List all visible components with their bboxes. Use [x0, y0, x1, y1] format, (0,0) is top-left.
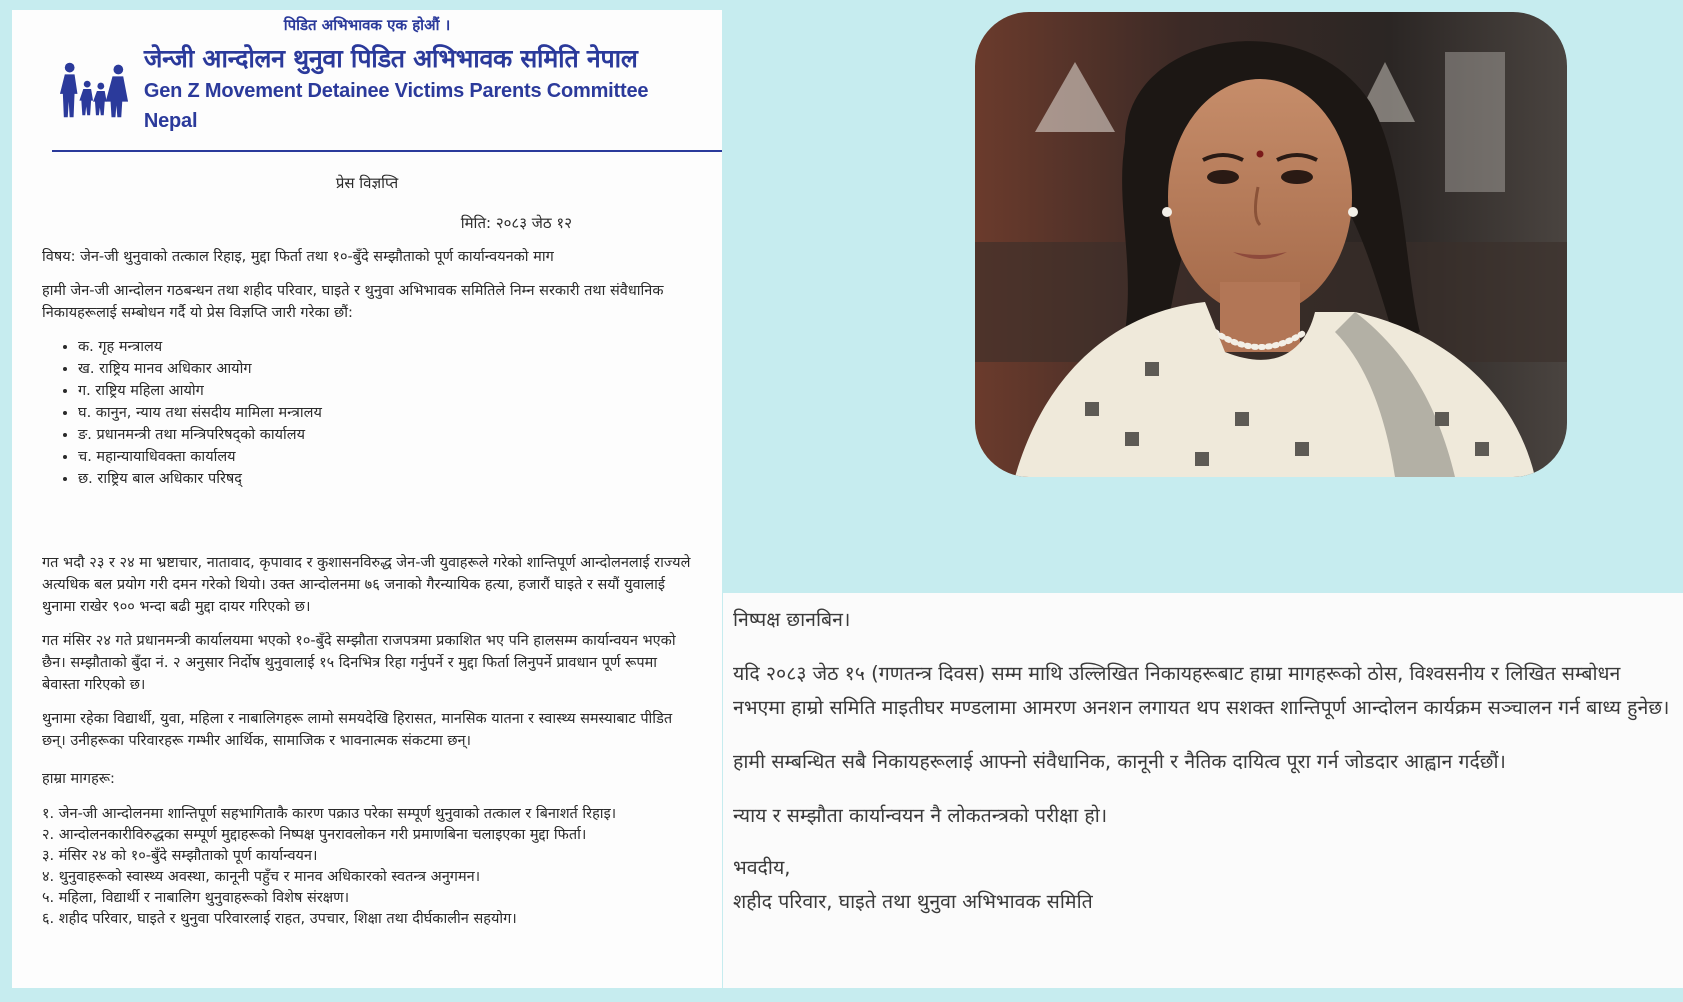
- office-item: • ग. राष्ट्रिय महिला आयोग: [78, 380, 692, 402]
- date-line: मिति: २०८३ जेठ १२: [460, 214, 572, 232]
- office-item: • घ. कानुन, न्याय तथा संसदीय मामिला मन्त्रालय: [78, 402, 692, 424]
- ultimatum-paragraph: यदि २०८३ जेठ १५ (गणतन्त्र दिवस) सम्म माथि उल्लिखित निकायहरूबाट हाम्रा मागहरूको ठोस, विश्वसनीय र लिखित सम्बोधन नभएमा हाम्रो समिति माइतीघर मण्डलामा आमरण अनशन लगायत थप सशक्त शान्तिपूर्ण आन्दोलन कार्यक्रम सञ्चालन गर्न बाध्य हुनेछ।: [733, 662, 1670, 719]
- continuation-line: निष्पक्ष छानबिन।: [733, 608, 851, 631]
- portrait-photo: [975, 12, 1567, 477]
- office-item: • छ. राष्ट्रिय बाल अधिकार परिषद्: [78, 468, 692, 490]
- office-item: • ङ. प्रधानमन्त्री तथा मन्त्रिपरिषद्को कार्यालय: [78, 424, 692, 446]
- org-name-nepali: जेन्जी आन्दोलन थुनुवा पिडित अभिभावक समिति नेपाल: [143, 44, 638, 73]
- office-item: • च. महान्यायाधिवक्ता कार्यालय: [78, 446, 692, 468]
- office-list: [42, 336, 692, 490]
- demand-item: ५. महिला, विद्यार्थी र नाबालिग थुनुवाहरूको विशेष संरक्षण।: [42, 890, 350, 906]
- appeal-paragraph: हामी सम्बन्धित सबै निकायहरूलाई आफ्नो संवैधानिक, कानूनी र नैतिक दायित्व पूरा गर्न जोडदार आह्वान गर्दछौं।: [733, 750, 1506, 773]
- background-paragraph: गत भदौ २३ र २४ मा भ्रष्टाचार, नातावाद, कृपावाद र कुशासनविरुद्ध जेन-जी युवाहरूले गरेको शान्तिपूर्ण आन्दोलनलाई राज्यले अत्यधिक बल प्रयोग गरी दमन गरेको थियो। उक्त आन्दोलनमा ७६ जनाको गैरन्यायिक हत्या, हजारौं घाइते र सयौं युवालाई थुनामा राखेर ९०० भन्दा बढी मुद्दा दायर गरिएको छ।: [42, 555, 691, 615]
- subject-line: विषय: जेन-जी थुनुवाको तत्काल रिहाइ, मुद्दा फिर्ता तथा १०-बुँदे सम्झौताको पूर्ण कार्यान्वयनको माग: [42, 249, 554, 265]
- office-item: • क. गृह मन्त्रालय: [78, 336, 692, 358]
- intro-paragraph: हामी जेन-जी आन्दोलन गठबन्धन तथा शहीद परिवार, घाइते र थुनुवा अभिभावक समितिले निम्न सरकारी तथा संवैधानिक निकायहरूलाई सम्बोधन गर्दै यो प्रेस विज्ञप्ति जारी गरेका छौं:: [42, 283, 664, 321]
- press-release-title: प्रेस विज्ञप्ति: [335, 174, 399, 192]
- family-logo-icon: [58, 58, 136, 120]
- closing-salutation: भवदीय,: [733, 856, 791, 879]
- democracy-paragraph: न्याय र सम्झौता कार्यान्वयन नै लोकतन्त्रको परीक्षा हो।: [733, 804, 1108, 827]
- letterhead: [42, 42, 692, 136]
- demand-item: ६. शहीद परिवार, घाइते र थुनुवा परिवारलाई राहत, उपचार, शिक्षा तथा दीर्घकालीन सहयोग।: [42, 911, 517, 927]
- org-name-english: Gen Z Movement Detainee Victims Parents Committee Nepal: [143, 80, 649, 132]
- slogan: पिडित अभिभावक एक होऔं ।: [283, 16, 451, 34]
- demands-heading: हाम्रा मागहरू:: [42, 771, 115, 787]
- demand-item: ३. मंसिर २४ को १०-बुँदे सम्झौताको पूर्ण कार्यान्वयन।: [42, 848, 318, 864]
- demand-item: २. आन्दोलनकारीविरुद्धका सम्पूर्ण मुद्दाहरूको निष्पक्ष पुनरावलोकन गरी प्रमाणबिना चलाइएका मुद्दा फिर्ता।: [42, 827, 587, 843]
- office-item: • ख. राष्ट्रिय मानव अधिकार आयोग: [78, 358, 692, 380]
- demand-item: ४. थुनुवाहरूको स्वास्थ्य अवस्था, कानूनी पहुँच र मानव अधिकारको स्वतन्त्र अनुगमन।: [42, 869, 481, 885]
- portrait-illustration: [975, 12, 1567, 477]
- demand-item: १. जेन-जी आन्दोलनमा शान्तिपूर्ण सहभागिताकै कारण पक्राउ परेका सम्पूर्ण थुनुवाको तत्काल र बिनाशर्त रिहाइ।: [42, 806, 617, 822]
- signature-line: शहीद परिवार, घाइते तथा थुनुवा अभिभावक समिति: [733, 890, 1093, 913]
- press-release-page-1: [12, 10, 722, 988]
- agreement-paragraph: गत मंसिर २४ गते प्रधानमन्त्री कार्यालयमा भएको १०-बुँदे सम्झौता राजपत्रमा प्रकाशित भए पनि हालसम्म कार्यान्वयन भएको छैन। सम्झौताको बुँदा नं. २ अनुसार निर्दोष थुनुवालाई १५ दिनभित्र रिहा गर्नुपर्ने र मुद्दा फिर्ता लिनुपर्ने प्रावधान पूर्ण रूपमा बेवास्ता गरिएको छ।: [42, 633, 676, 693]
- demands-list: [42, 804, 692, 930]
- press-release-page-2: [723, 593, 1683, 988]
- letterhead-divider: [52, 150, 722, 152]
- detainee-condition-paragraph: थुनामा रहेका विद्यार्थी, युवा, महिला र नाबालिगहरू लामो समयदेखि हिरासत, मानसिक यातना र स्वास्थ्य समस्याबाट पीडित छन्। उनीहरूका परिवारहरू गम्भीर आर्थिक, सामाजिक र भावनात्मक संकटमा छन्।: [42, 711, 673, 749]
